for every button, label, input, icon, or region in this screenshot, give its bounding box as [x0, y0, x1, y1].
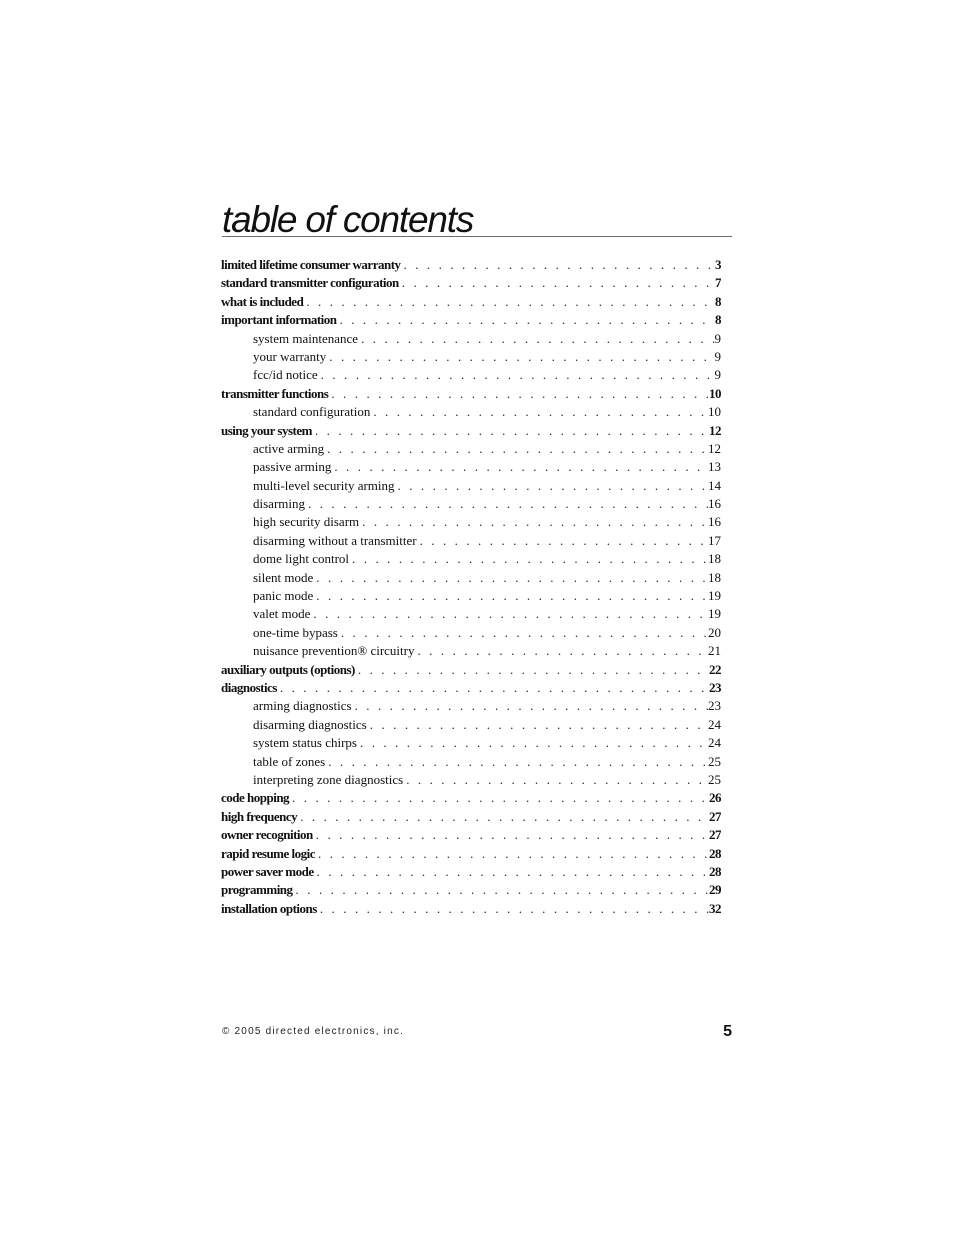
- toc-entry-label: passive arming: [253, 459, 332, 475]
- dot-leader: [401, 256, 715, 274]
- dot-leader: [357, 734, 708, 752]
- toc-section[interactable]: [221, 789, 721, 807]
- toc-entry-label: fcc/id notice: [253, 367, 318, 383]
- toc-section[interactable]: [221, 881, 721, 899]
- toc-subsection[interactable]: [221, 624, 721, 642]
- toc-entry-page: 10: [709, 385, 721, 401]
- toc-entry-label: rapid resume logic: [221, 845, 316, 861]
- toc-entry-page: 26: [709, 790, 721, 806]
- toc-entry-label: owner recognition: [221, 827, 313, 843]
- dot-leader: [399, 274, 715, 292]
- toc-entry-page: 19: [708, 588, 721, 604]
- table-of-contents: [221, 256, 721, 918]
- toc-entry-page: 7: [715, 275, 721, 291]
- toc-section[interactable]: [221, 808, 721, 826]
- toc-entry-page: 23: [708, 698, 721, 714]
- toc-entry-page: 29: [709, 882, 721, 898]
- toc-entry-page: 23: [709, 679, 721, 695]
- toc-subsection[interactable]: [221, 513, 721, 531]
- toc-subsection[interactable]: [221, 532, 721, 550]
- toc-section[interactable]: [221, 900, 721, 918]
- toc-entry-label: system maintenance: [253, 330, 359, 346]
- toc-entry-label: installation options: [221, 900, 317, 916]
- toc-entry-label: disarming without a transmitter: [253, 532, 417, 548]
- toc-section[interactable]: [221, 845, 721, 863]
- toc-entry-page: 17: [708, 532, 721, 548]
- dot-leader: [324, 440, 708, 458]
- toc-entry-page: 16: [708, 514, 721, 530]
- toc-subsection[interactable]: [221, 605, 721, 623]
- toc-entry-page: 27: [709, 808, 721, 824]
- toc-entry-label: high frequency: [221, 808, 298, 824]
- title-rule: [222, 236, 732, 237]
- dot-leader: [318, 366, 715, 384]
- toc-subsection[interactable]: [221, 753, 721, 771]
- toc-entry-page: 28: [709, 863, 721, 879]
- dot-leader: [305, 495, 708, 513]
- toc-entry-label: power saver mode: [221, 863, 314, 879]
- dot-leader: [352, 697, 708, 715]
- toc-subsection[interactable]: [221, 716, 721, 734]
- toc-subsection[interactable]: [221, 366, 721, 384]
- dot-leader: [355, 661, 709, 679]
- dot-leader: [338, 624, 708, 642]
- toc-section[interactable]: [221, 385, 721, 403]
- toc-entry-label: your warranty: [253, 348, 327, 364]
- dot-leader: [331, 458, 708, 476]
- toc-subsection[interactable]: [221, 403, 721, 421]
- toc-entry-page: 25: [708, 753, 721, 769]
- toc-entry-page: 18: [708, 569, 721, 585]
- toc-entry-page: 14: [708, 477, 721, 493]
- toc-entry-label: diagnostics: [221, 679, 277, 695]
- dot-leader: [310, 605, 708, 623]
- toc-section[interactable]: [221, 256, 721, 274]
- toc-entry-page: 27: [709, 827, 721, 843]
- toc-entry-page: 12: [708, 440, 721, 456]
- toc-entry-page: 21: [708, 643, 721, 659]
- toc-subsection[interactable]: [221, 477, 721, 495]
- dot-leader: [315, 845, 709, 863]
- toc-section[interactable]: [221, 311, 721, 329]
- toc-subsection[interactable]: [221, 642, 721, 660]
- toc-entry-page: 9: [714, 330, 721, 346]
- toc-entry-label: multi-level security arming: [253, 477, 395, 493]
- dot-leader: [293, 881, 709, 899]
- dot-leader: [297, 808, 709, 826]
- dot-leader: [417, 532, 708, 550]
- toc-section[interactable]: [221, 826, 721, 844]
- dot-leader: [314, 863, 709, 881]
- toc-entry-label: disarming: [253, 496, 305, 512]
- toc-entry-label: code hopping: [221, 790, 290, 806]
- toc-entry-page: 16: [708, 496, 721, 512]
- toc-entry-page: 32: [709, 900, 721, 916]
- toc-entry-page: 19: [708, 606, 721, 622]
- toc-entry-page: 9: [714, 367, 721, 383]
- toc-entry-label: disarming diagnostics: [253, 716, 367, 732]
- toc-subsection[interactable]: [221, 550, 721, 568]
- toc-entry-label: active arming: [253, 440, 325, 456]
- toc-subsection[interactable]: [221, 697, 721, 715]
- toc-subsection[interactable]: [221, 458, 721, 476]
- toc-section[interactable]: [221, 679, 721, 697]
- toc-entry-label: panic mode: [253, 588, 314, 604]
- toc-entry-page: 28: [709, 845, 721, 861]
- toc-entry-label: standard transmitter configuration: [221, 275, 399, 291]
- dot-leader: [289, 789, 709, 807]
- dot-leader: [312, 422, 709, 440]
- page-number: 5: [723, 1023, 732, 1040]
- dot-leader: [326, 348, 714, 366]
- toc-subsection[interactable]: [221, 495, 721, 513]
- toc-entry-page: 22: [709, 661, 721, 677]
- toc-subsection[interactable]: [221, 330, 721, 348]
- dot-leader: [349, 550, 708, 568]
- toc-subsection[interactable]: [221, 734, 721, 752]
- toc-entry-page: 8: [715, 312, 721, 328]
- toc-entry-label: high security disarm: [253, 514, 360, 530]
- dot-leader: [313, 587, 708, 605]
- toc-entry-label: table of zones: [253, 753, 326, 769]
- page-title: table of contents: [222, 199, 474, 240]
- toc-entry-label: valet mode: [253, 606, 311, 622]
- toc-section[interactable]: [221, 422, 721, 440]
- toc-entry-label: one-time bypass: [253, 624, 338, 640]
- toc-subsection[interactable]: [221, 440, 721, 458]
- dot-leader: [303, 293, 715, 311]
- toc-entry-label: dome light control: [253, 551, 350, 567]
- toc-entry-label: standard configuration: [253, 404, 371, 420]
- dot-leader: [317, 900, 709, 918]
- toc-entry-page: 24: [708, 716, 721, 732]
- copyright-notice: © 2005 directed electronics, inc.: [222, 1026, 405, 1037]
- toc-entry-label: silent mode: [253, 569, 314, 585]
- toc-entry-label: important information: [221, 312, 337, 328]
- dot-leader: [403, 771, 708, 789]
- toc-subsection[interactable]: [221, 587, 721, 605]
- toc-entry-label: transmitter functions: [221, 385, 329, 401]
- toc-entry-label: what is included: [221, 293, 304, 309]
- dot-leader: [313, 826, 709, 844]
- dot-leader: [367, 716, 708, 734]
- dot-leader: [414, 642, 708, 660]
- toc-entry-page: 3: [715, 257, 721, 272]
- dot-leader: [277, 679, 709, 697]
- toc-entry-label: nuisance prevention® circuitry: [253, 643, 415, 659]
- toc-entry-page: 12: [709, 422, 721, 438]
- toc-entry-page: 18: [708, 551, 721, 567]
- toc-entry-label: programming: [221, 882, 293, 898]
- toc-section[interactable]: [221, 293, 721, 311]
- toc-entry-label: using your system: [221, 422, 312, 438]
- toc-entry-page: 9: [714, 348, 721, 364]
- dot-leader: [359, 513, 708, 531]
- toc-section[interactable]: [221, 863, 721, 881]
- toc-entry-page: 24: [708, 735, 721, 751]
- dot-leader: [358, 330, 714, 348]
- toc-entry-label: auxiliary outputs (options): [221, 661, 355, 677]
- toc-section[interactable]: [221, 274, 721, 292]
- toc-entry-label: system status chirps: [253, 735, 357, 751]
- toc-section[interactable]: [221, 661, 721, 679]
- dot-leader: [337, 311, 715, 329]
- dot-leader: [328, 385, 709, 403]
- toc-subsection[interactable]: [221, 348, 721, 366]
- toc-entry-page: 20: [708, 624, 721, 640]
- toc-entry-label: interpreting zone diagnostics: [253, 771, 404, 787]
- toc-entry-label: arming diagnostics: [253, 698, 352, 714]
- toc-entry-page: 8: [715, 293, 721, 309]
- toc-entry-page: 25: [708, 771, 721, 787]
- toc-entry-label: limited lifetime consumer warranty: [221, 257, 401, 272]
- dot-leader: [313, 569, 708, 587]
- toc-entry-page: 10: [708, 404, 721, 420]
- dot-leader: [395, 477, 708, 495]
- toc-subsection[interactable]: [221, 771, 721, 789]
- toc-entry-page: 13: [708, 459, 721, 475]
- dot-leader: [370, 403, 708, 421]
- dot-leader: [325, 753, 708, 771]
- toc-subsection[interactable]: [221, 569, 721, 587]
